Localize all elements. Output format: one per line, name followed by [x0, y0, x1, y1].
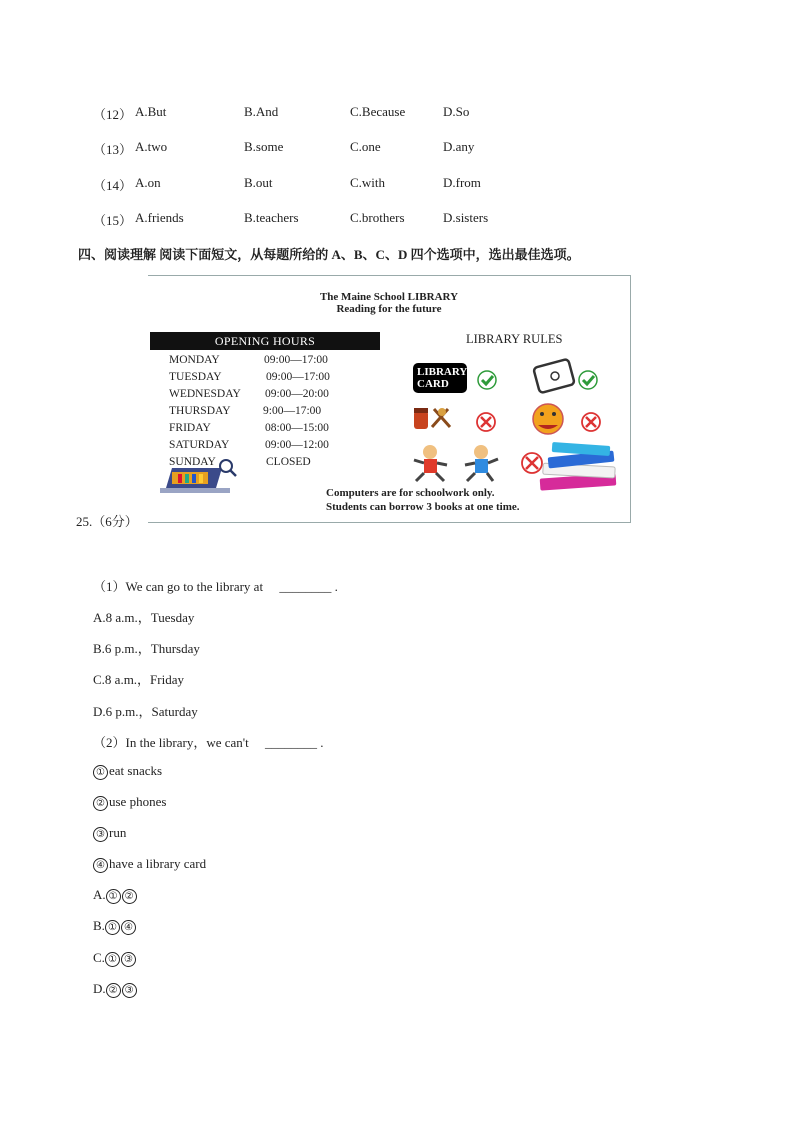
- question-stem: （1）We can go to the library at ________ .: [93, 579, 338, 594]
- choice-item: [93, 763, 162, 780]
- opening-hours-header: OPENING HOURS: [150, 332, 380, 350]
- option-a: A.friends: [135, 210, 184, 225]
- check-icon: [478, 371, 496, 389]
- snacks-icon: [414, 408, 450, 429]
- day-label: MONDAY: [169, 354, 220, 366]
- day-label: WEDNESDAY: [169, 388, 241, 400]
- circled-number: ①: [106, 889, 121, 904]
- day-label: SATURDAY: [169, 439, 230, 451]
- answer-option: C.8 a.m.，Friday: [93, 672, 184, 687]
- question-number: （15）: [93, 213, 133, 228]
- running-kids-icon: [414, 445, 498, 481]
- cross-icon: [522, 453, 542, 473]
- option-b: B.teachers: [244, 210, 299, 225]
- day-label: TUESDAY: [169, 371, 222, 383]
- choice-text: use phones: [109, 794, 167, 809]
- day-label: FRIDAY: [169, 422, 211, 434]
- answer-option: [93, 981, 138, 998]
- option-d: D.sisters: [443, 210, 489, 225]
- cross-icon: [582, 413, 600, 431]
- poster-note: Students can borrow 3 books at one time.: [326, 501, 520, 513]
- cross-icon: [477, 413, 495, 431]
- question-number: （13）: [93, 142, 133, 157]
- option-letter: B.: [93, 918, 105, 933]
- option-b: B.out: [244, 175, 273, 190]
- circled-number: ②: [93, 796, 108, 811]
- option-c: C.Because: [350, 104, 406, 119]
- circled-number: ①: [105, 920, 120, 935]
- library-poster: [148, 275, 631, 523]
- day-label: SUNDAY: [169, 456, 216, 468]
- answer-option: A.8 a.m.，Tuesday: [93, 610, 195, 625]
- circled-number: ③: [122, 983, 137, 998]
- no-food-face-icon: [533, 404, 563, 434]
- choice-text: eat snacks: [109, 763, 163, 778]
- answer-option: [93, 950, 137, 967]
- option-c: C.with: [350, 175, 386, 190]
- answer-option: [93, 887, 138, 904]
- choice-item: [93, 856, 206, 873]
- option-d: D.any: [443, 139, 475, 154]
- option-b: B.And: [244, 104, 279, 119]
- circled-number: ④: [121, 920, 136, 935]
- option-b: B.some: [244, 139, 284, 154]
- option-c: C.brothers: [350, 210, 405, 225]
- option-letter: D.: [93, 981, 106, 996]
- poster-subtitle: Reading for the future: [336, 303, 442, 315]
- day-hours: 09:00—12:00: [265, 439, 329, 451]
- circled-number: ③: [93, 827, 108, 842]
- circled-number: ②: [106, 983, 121, 998]
- question-stem: （2）In the library，we can't ________ .: [93, 735, 324, 750]
- option-d: D.from: [443, 175, 481, 190]
- day-hours: 09:00—17:00: [264, 354, 328, 366]
- books-icon: [540, 442, 617, 491]
- choice-text: have a library card: [109, 856, 207, 871]
- day-hours: 09:00—20:00: [265, 388, 329, 400]
- circled-number: ①: [105, 952, 120, 967]
- question-number: （14）: [93, 178, 133, 193]
- card-line: CARD: [417, 378, 449, 390]
- option-letter: C.: [93, 950, 105, 965]
- phone-icon: [533, 359, 575, 393]
- question-number: （12）: [93, 107, 133, 122]
- choice-item: [93, 825, 126, 842]
- option-d: D.So: [443, 104, 470, 119]
- choice-item: [93, 794, 166, 811]
- rules-illustrations: [148, 276, 630, 522]
- laptop-icon: [160, 460, 236, 493]
- option-a: A.But: [135, 104, 167, 119]
- rules-title: LIBRARY RULES: [466, 332, 563, 346]
- day-hours: 08:00—15:00: [265, 422, 329, 434]
- option-a: A.two: [135, 139, 168, 154]
- answer-option: B.6 p.m.，Thursday: [93, 641, 200, 656]
- circled-number: ③: [121, 952, 136, 967]
- day-hours: 9:00—17:00: [263, 405, 322, 417]
- day-hours: 09:00—17:00: [266, 371, 330, 383]
- check-icon: [579, 371, 597, 389]
- option-c: C.one: [350, 139, 381, 154]
- question-number-25: 25.（6分）: [76, 514, 138, 529]
- circled-number: ④: [93, 858, 108, 873]
- section-heading: 四、阅读理解 阅读下面短文，从每题所给的 A、B、C、D 四个选项中，选出最佳选项。: [78, 247, 580, 262]
- option-letter: A.: [93, 887, 106, 902]
- poster-note: Computers are for schoolwork only.: [326, 487, 495, 499]
- answer-option: D.6 p.m.，Saturday: [93, 704, 198, 719]
- option-a: A.on: [135, 175, 161, 190]
- poster-title-line: The Maine School LIBRARY: [319, 291, 459, 303]
- choice-text: run: [109, 825, 127, 840]
- day-label: THURSDAY: [169, 405, 231, 417]
- answer-option: [93, 918, 137, 935]
- circled-number: ①: [93, 765, 108, 780]
- card-line: LIBRARY: [417, 366, 468, 378]
- circled-number: ②: [122, 889, 137, 904]
- day-hours: CLOSED: [266, 456, 311, 468]
